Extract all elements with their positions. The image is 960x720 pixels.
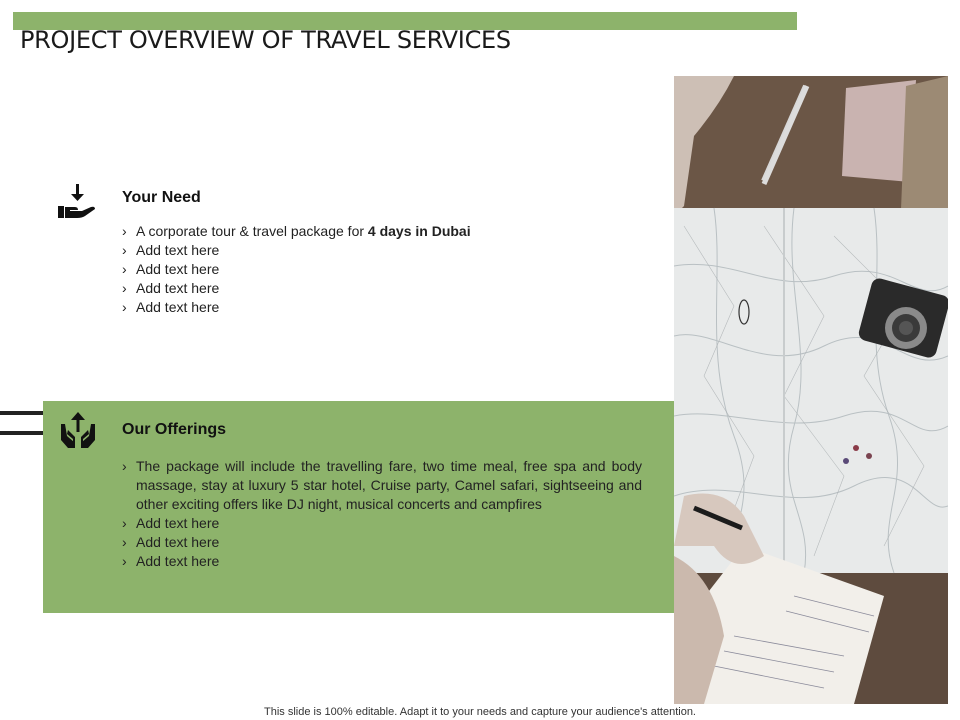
list-item: › Add text here [122, 279, 552, 298]
list-item: › Add text here [122, 533, 642, 552]
list-item [122, 222, 552, 241]
need-item-text: A corporate tour & travel package for [136, 223, 368, 239]
our-offerings-heading: Our Offerings [122, 421, 227, 438]
footer-note: This slide is 100% editable. Adapt it to your needs and capture your audience's attention. [264, 706, 696, 718]
your-need-list [122, 222, 552, 317]
list-item: › Add text here [122, 298, 552, 317]
need-item-highlight: 4 days in Dubai [367, 223, 471, 239]
photo-illustration [674, 76, 948, 704]
page-title: PROJECT OVERVIEW OF TRAVEL SERVICES [20, 26, 511, 54]
list-item: › The package will include the travelling fare, two time meal, free spa and body massage, stay at luxury 5 star hotel, Cruise party, Camel safari, sightseeing and other exciting offers like DJ night, musical concerts and campfires [122, 457, 642, 514]
list-item: › Add text here [122, 260, 552, 279]
hand-receive-icon [57, 182, 97, 220]
list-item: › Add text here [122, 552, 642, 571]
travel-map-photo [674, 76, 948, 704]
our-offerings-list [122, 457, 642, 571]
list-item: › Add text here [122, 514, 642, 533]
your-need-heading: Your Need [122, 189, 201, 206]
hands-offer-icon [58, 410, 98, 450]
list-item: › Add text here [122, 241, 552, 260]
